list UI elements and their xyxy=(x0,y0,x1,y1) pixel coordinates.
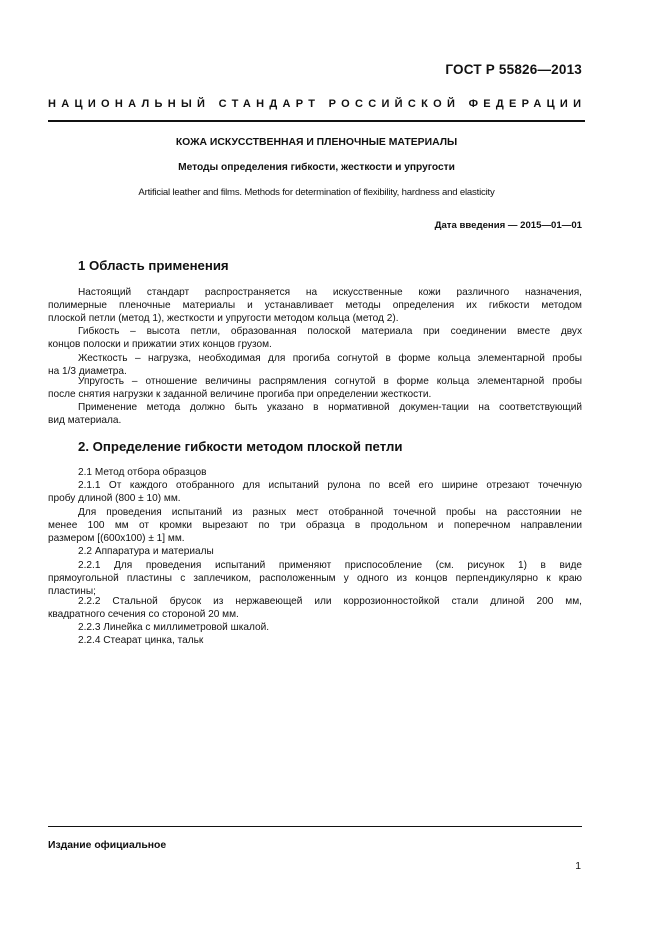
document-code: ГОСТ Р 55826—2013 xyxy=(445,62,582,77)
subsection-title: 2.2 Аппаратура и материалы xyxy=(78,546,214,557)
paragraph-line: Настоящий стандарт распространяется на искусственные кожи различного назначения, xyxy=(78,287,582,298)
paragraph-line: квадратного сечения со стороной 20 мм. xyxy=(48,609,239,620)
national-standard-banner: НАЦИОНАЛЬНЫЙ СТАНДАРТ РОССИЙСКОЙ ФЕДЕРАЦИИ xyxy=(48,98,587,110)
paragraph-line: 2.1.1 От каждого отобранного для испытаний рулона по всей его ширине отрезают точечную xyxy=(78,480,582,491)
paragraph-line: пластины; xyxy=(48,586,96,597)
paragraph-line: пробу длиной (800 ± 10) мм. xyxy=(48,493,181,504)
introduction-date: Дата введения — 2015—01—01 xyxy=(434,220,582,231)
page-number: 1 xyxy=(575,861,581,872)
paragraph-line: Гибкость – высота петли, образованная полоской материала при соединении вместе двух xyxy=(78,326,582,337)
paragraph-line: 2.2.4 Стеарат цинка, тальк xyxy=(78,635,204,646)
footer-rule xyxy=(48,826,582,827)
subsection-title: 2.1 Метод отбора образцов xyxy=(78,467,207,478)
paragraph-line: размером [(600х100) ± 1] мм. xyxy=(48,533,185,544)
paragraph-line: Применение метода должно быть указано в нормативной докумен-тации на соответствующий xyxy=(78,402,582,413)
section-1-heading: 1 Область применения xyxy=(78,258,229,273)
paragraph-line: на 1/3 диаметра. xyxy=(48,366,127,377)
paragraph-line: вид материала. xyxy=(48,415,122,426)
paragraph-line: прямоугольной пластины с заплечиком, расположенным у одного из концов перпендикулярно к краю xyxy=(48,573,582,584)
paragraph-line: Жесткость – нагрузка, необходимая для прогиба согнутой в форме кольца элементарной пробы xyxy=(78,353,582,364)
official-edition-label: Издание официальное xyxy=(48,840,167,851)
paragraph-line: концов полоски и прижатии этих концов грузом. xyxy=(48,339,272,350)
header-rule xyxy=(48,120,585,122)
paragraph-line: полимерные пленочные материалы и устанавливает методы определения их гибкости методом xyxy=(48,300,582,311)
document-title-english: Artificial leather and films. Methods for determination of flexibility, hardness and elasticity xyxy=(138,187,495,198)
paragraph-line: плоской петли (метод 1), жесткости и упругости методом кольца (метод 2). xyxy=(48,313,399,324)
paragraph-line: 2.2.1 Для проведения испытаний применяют приспособление (см. рисунок 1) в виде xyxy=(78,560,582,571)
paragraph-line: после снятия нагрузки к заданной величине прогиба при определении жесткости. xyxy=(48,389,432,400)
paragraph-line: 2.2.3 Линейка с миллиметровой шкалой. xyxy=(78,622,270,633)
paragraph-line: 2.2.2 Стальной брусок из нержавеющей или коррозионностойкой стали длиной 200 мм, xyxy=(78,596,582,607)
document-title: КОЖА ИСКУССТВЕННАЯ И ПЛЕНОЧНЫЕ МАТЕРИАЛЫ xyxy=(175,137,458,148)
section-2-heading: 2. Определение гибкости методом плоской петли xyxy=(78,439,403,454)
paragraph-line: Для проведения испытаний из разных мест отобранной точечной пробы на расстоянии не xyxy=(78,507,582,518)
paragraph-line: Упругость – отношение величины распрямления согнутой в форме кольца элементарной пробы xyxy=(78,376,582,387)
document-subtitle: Методы определения гибкости, жесткости и упругости xyxy=(178,162,455,173)
paragraph-line: менее 100 мм от кромки вырезают по три образца в продольном и поперечном направлении xyxy=(48,520,582,531)
